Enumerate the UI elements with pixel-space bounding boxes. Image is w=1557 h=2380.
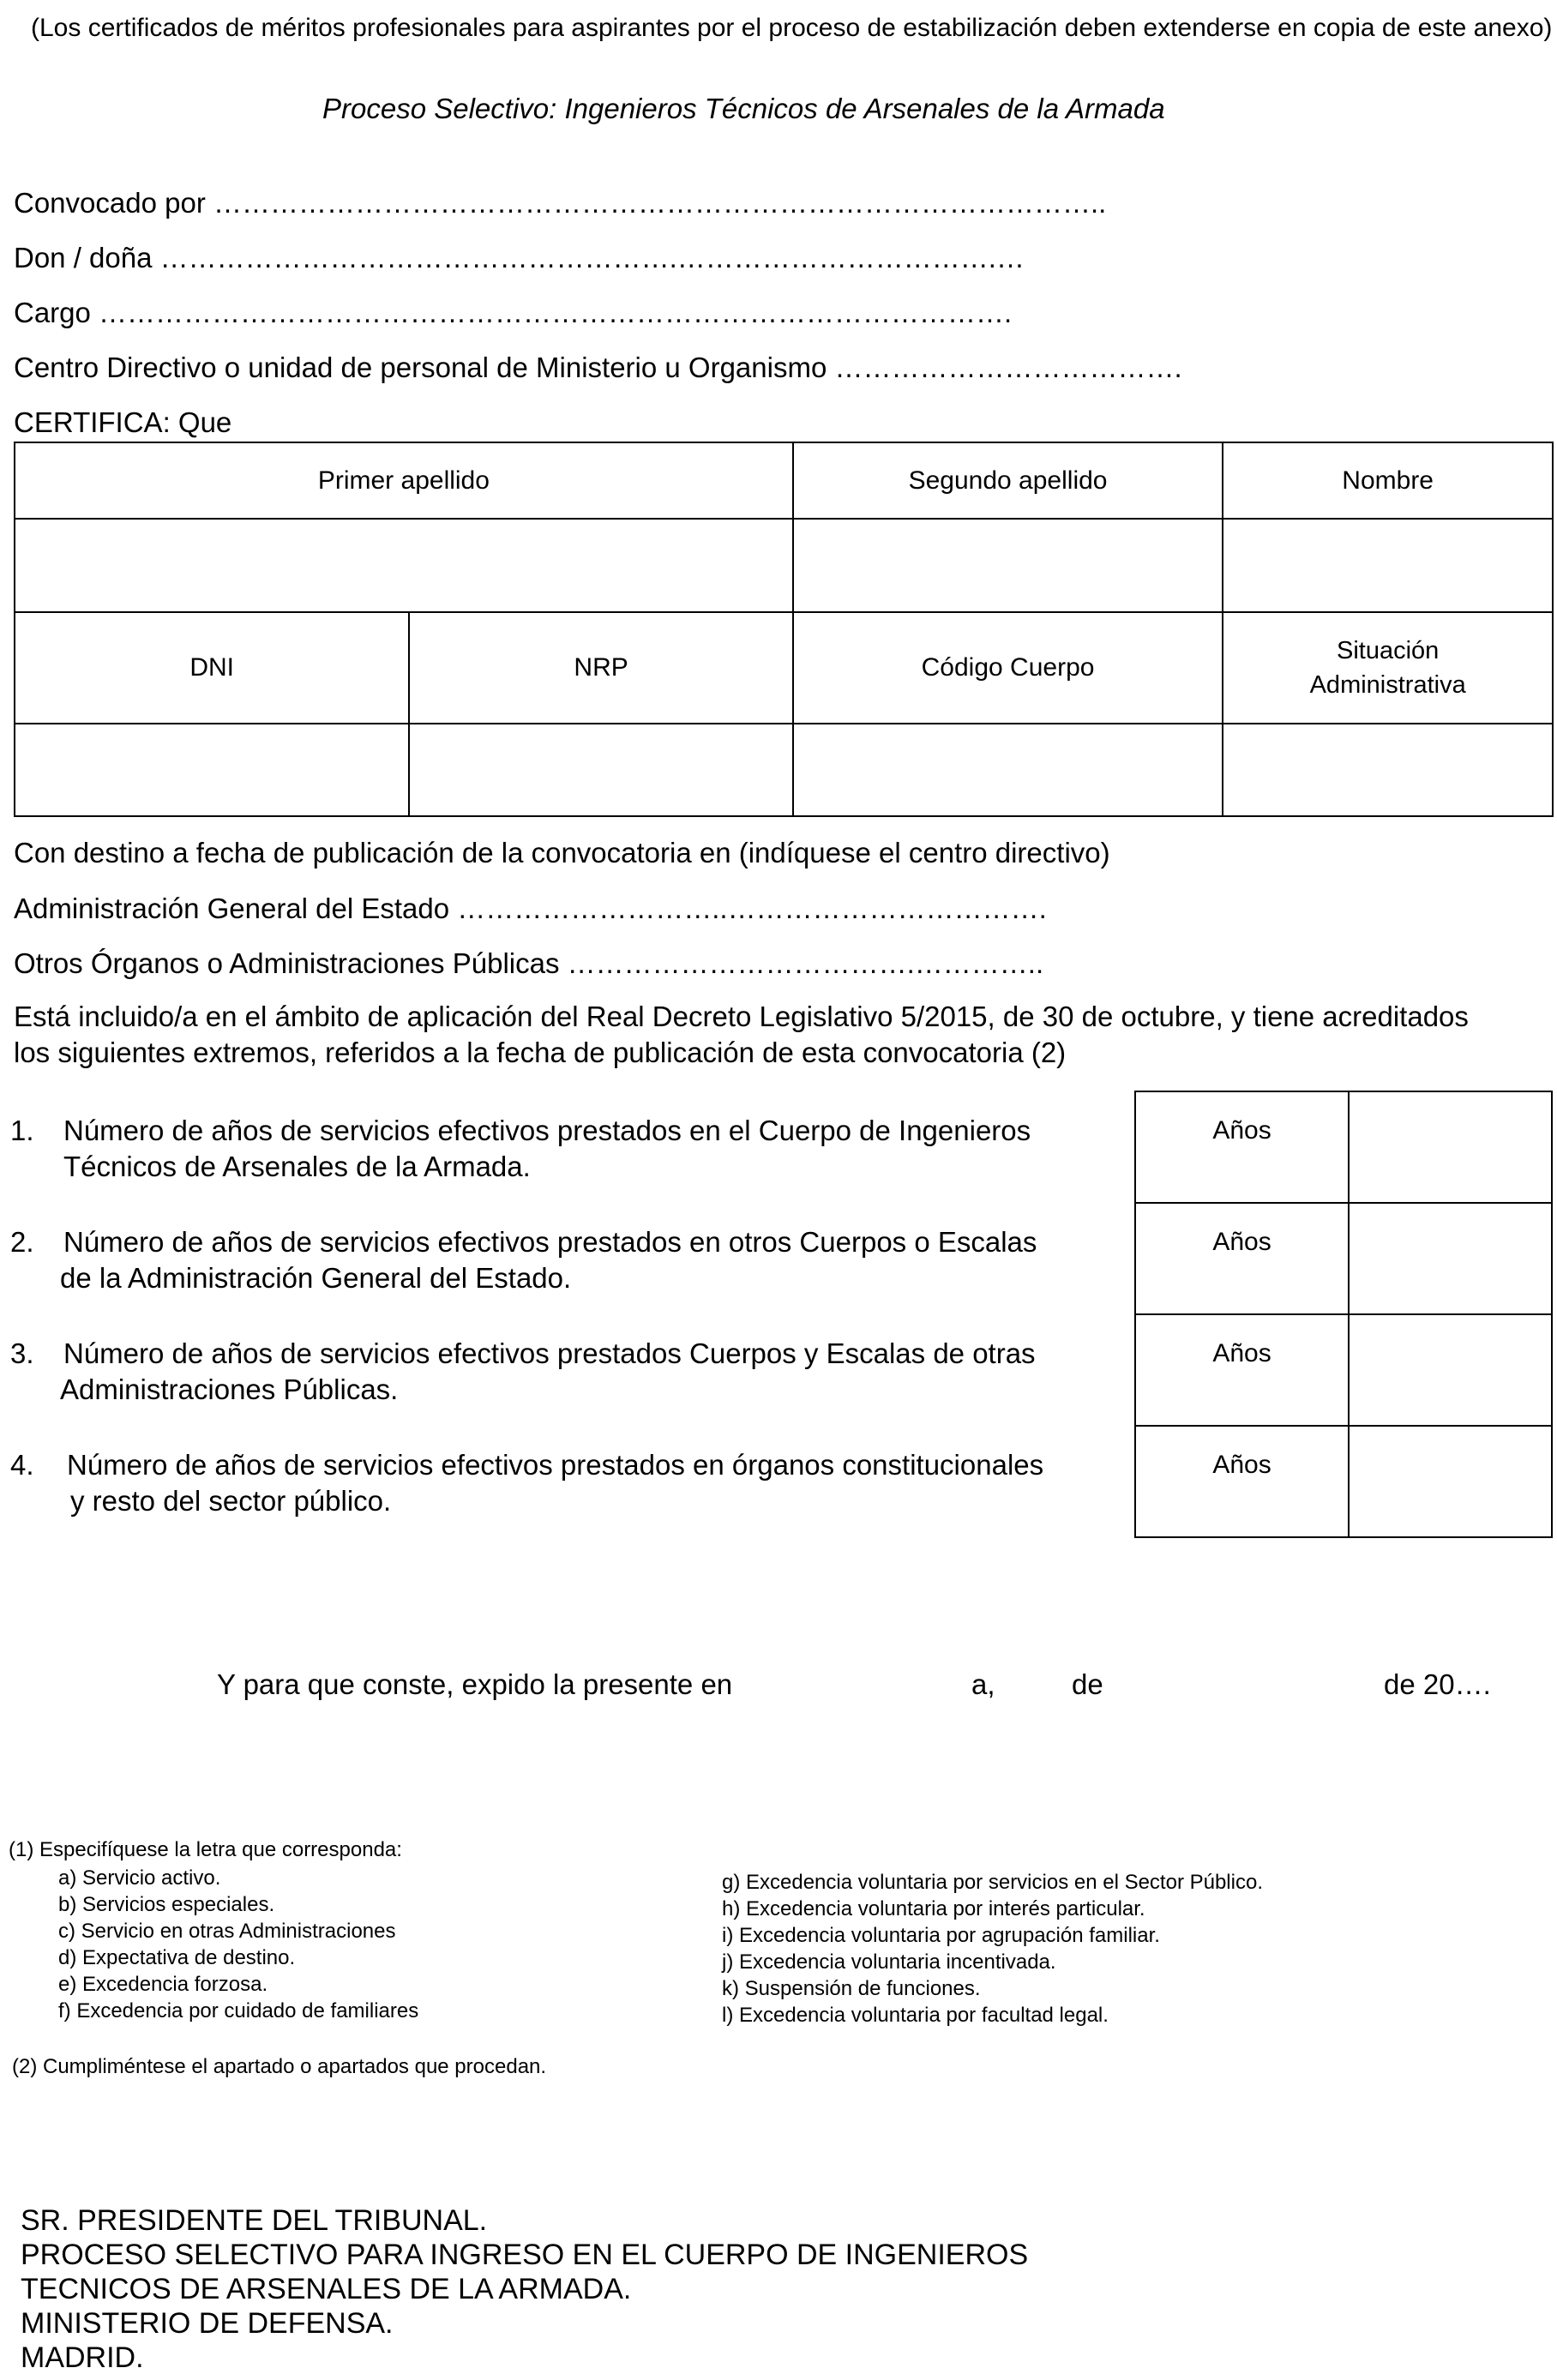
merito-text-line-1: Número de años de servicios efectivos prestados en órganos constitucionales: [67, 1449, 1044, 1481]
situacion-label: Situación: [1337, 637, 1440, 664]
closing-de-20: de 20….: [1384, 1668, 1491, 1700]
merito-item: [10, 1224, 1125, 1301]
destino-intro: Con destino a fecha de publicación de la convocatoria en (indíquese el centro directivo): [14, 837, 1110, 868]
don-dona-field: Don / doña ……………………………………………….…………………………….…: [14, 242, 1025, 273]
codigo-cuerpo-header: Código Cuerpo: [793, 612, 1223, 724]
merito-text-line-2: de la Administración General del Estado.: [60, 1262, 572, 1294]
age-field: Administración General del Estado ………………………..…………………………….: [14, 892, 1047, 924]
ambito-line-2: los siguientes extremos, referidos a la fecha de publicación de esta convocatoria (2): [14, 1037, 1067, 1068]
anos-value-cell: [1349, 1203, 1552, 1314]
anos-label: Años: [1135, 1314, 1349, 1426]
nrp-cell: [409, 724, 792, 816]
closing-de: de: [1072, 1668, 1103, 1700]
otros-organos-field: Otros Órganos o Administraciones Públicas ……………………………….…………..: [14, 947, 1044, 979]
address-line: TECNICOS DE ARSENALES DE LA ARMADA.: [21, 2273, 632, 2305]
centro-directivo-field: Centro Directivo o unidad de personal de Ministerio u Organismo ……………………………….: [14, 352, 1182, 383]
certifica-label: CERTIFICA: Que: [14, 406, 232, 438]
footnote-1-label: (1) Especifíquese la letra que corresponda:: [9, 1838, 402, 1861]
footnote-item: k) Suspensión de funciones.: [722, 1977, 981, 2000]
footnote-1-left-list: [58, 1865, 418, 2024]
footnote-item: h) Excedencia voluntaria por interés particular.: [722, 1897, 1145, 1920]
merito-text-line-2: y resto del sector público.: [70, 1485, 392, 1517]
segundo-apellido-header: Segundo apellido: [793, 442, 1223, 519]
closing-a: a,: [971, 1668, 995, 1700]
merito-item: [10, 1336, 1125, 1413]
identification-table: [14, 442, 1554, 817]
convocado-por-field: Convocado por …………………………………………………………………………………..: [14, 187, 1107, 219]
footnote-item: c) Servicio en otras Administraciones: [58, 1920, 396, 1943]
situacion-administrativa-header: [1223, 612, 1553, 724]
footnote-item: d) Expectativa de destino.: [58, 1946, 296, 1969]
codigo-cuerpo-cell: [793, 724, 1223, 816]
nrp-header: NRP: [409, 612, 792, 724]
footnote-1-right-list: [722, 1869, 1263, 2028]
merito-number: 4.: [10, 1449, 34, 1481]
merito-text-line-1: Número de años de servicios efectivos prestados en otros Cuerpos o Escalas: [63, 1226, 1037, 1258]
footnote-item: e) Excedencia forzosa.: [58, 1973, 268, 1996]
merito-text-line-2: Administraciones Públicas.: [60, 1373, 399, 1405]
merito-text-line-1: Número de años de servicios efectivos prestados en el Cuerpo de Ingenieros: [63, 1115, 1031, 1146]
addressee-block: [21, 2203, 1028, 2375]
ambito-line-1: Está incluido/a en el ámbito de aplicación del Real Decreto Legislativo 5/2015, de 30 de octubre, y tiene acreditados: [14, 1001, 1469, 1032]
segundo-apellido-cell: [793, 519, 1223, 612]
footnote-item: i) Excedencia voluntaria por agrupación familiar.: [722, 1924, 1160, 1947]
merito-item: [10, 1113, 1125, 1190]
merito-text-line-2: Técnicos de Arsenales de la Armada.: [63, 1151, 531, 1182]
nombre-header: Nombre: [1223, 442, 1553, 519]
merito-item: [10, 1447, 1125, 1524]
footnote-item: a) Servicio activo.: [58, 1866, 221, 1890]
anos-label: Años: [1135, 1203, 1349, 1314]
merito-text-line-1: Número de años de servicios efectivos prestados Cuerpos y Escalas de otras: [63, 1337, 1036, 1369]
footnote-2: (2) Cumpliméntese el apartado o apartados que procedan.: [12, 2055, 547, 2078]
primer-apellido-header: Primer apellido: [15, 442, 793, 519]
administrativa-label: Administrativa: [1309, 671, 1466, 699]
address-line: MADRID.: [21, 2341, 144, 2374]
header-note: (Los certificados de méritos profesionales para aspirantes por el proceso de estabilización deben extenderse en copia de este anexo): [31, 14, 1553, 42]
nombre-cell: [1223, 519, 1553, 612]
address-line: PROCESO SELECTIVO PARA INGRESO EN EL CUERPO DE INGENIEROS: [21, 2239, 1029, 2271]
address-line: SR. PRESIDENTE DEL TRIBUNAL.: [21, 2204, 488, 2237]
situacion-cell: [1223, 724, 1553, 816]
primer-apellido-cell: [15, 519, 793, 612]
merito-number: 2.: [10, 1226, 34, 1258]
process-title: Proceso Selectivo: Ingenieros Técnicos de Arsenales de la Armada: [322, 93, 1165, 124]
cargo-field: Cargo …………………………………………………………………………………….: [14, 297, 1013, 328]
footnote-item: j) Excedencia voluntaria incentivada.: [722, 1950, 1056, 1974]
anos-value-cell: [1349, 1314, 1552, 1426]
merito-number: 1.: [10, 1115, 34, 1146]
anos-label: Años: [1135, 1091, 1349, 1203]
footnote-item: g) Excedencia voluntaria por servicios en el Sector Público.: [722, 1871, 1263, 1894]
anos-table: [1134, 1091, 1553, 1538]
footnote-item: b) Servicios especiales.: [58, 1893, 275, 1916]
footnote-item: l) Excedencia voluntaria por facultad legal.: [722, 2004, 1109, 2027]
anos-value-cell: [1349, 1091, 1552, 1203]
address-line: MINISTERIO DE DEFENSA.: [21, 2307, 394, 2340]
dni-cell: [15, 724, 409, 816]
dni-header: DNI: [15, 612, 409, 724]
anos-value-cell: [1349, 1426, 1552, 1537]
footnote-item: f) Excedencia por cuidado de familiares: [58, 1999, 419, 2022]
merito-number: 3.: [10, 1337, 34, 1369]
closing-text: Y para que conste, expido la presente en: [217, 1668, 733, 1700]
anos-label: Años: [1135, 1426, 1349, 1537]
